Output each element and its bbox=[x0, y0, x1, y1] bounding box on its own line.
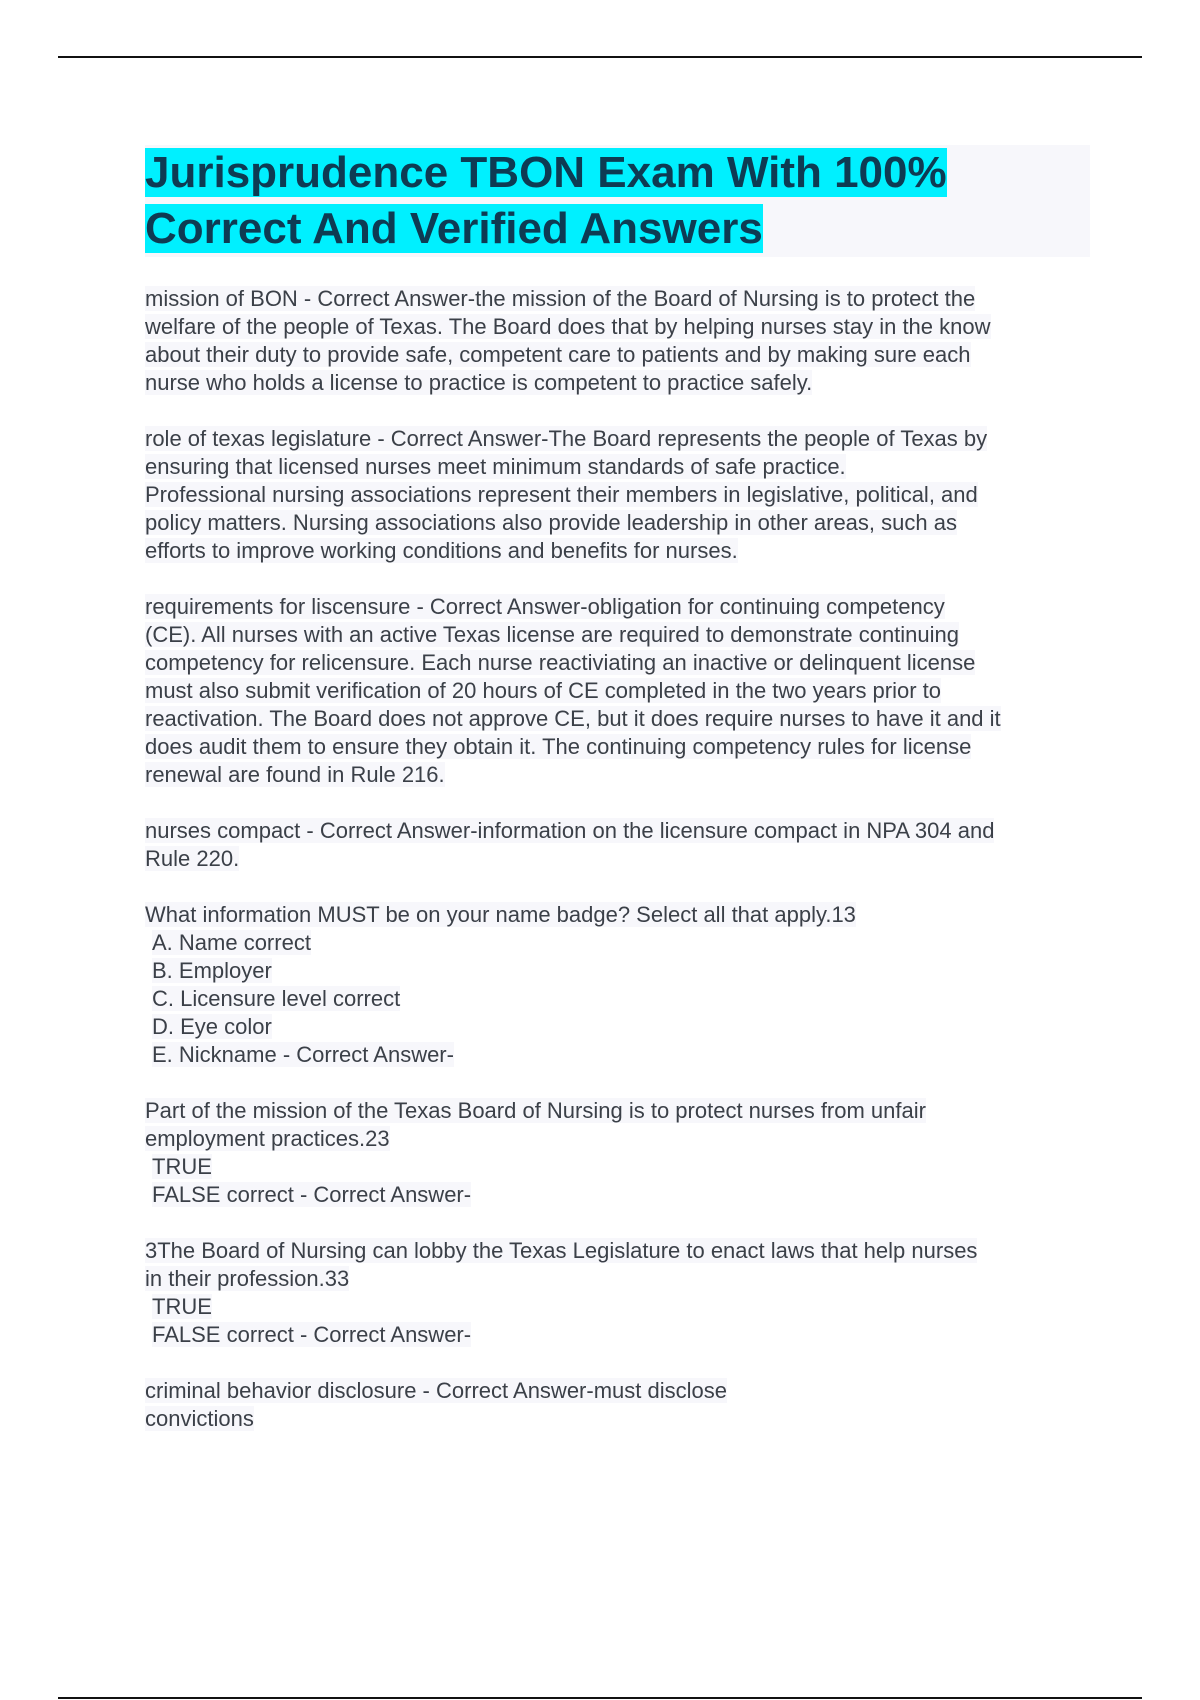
entry-text: mission of BON - Correct Answer-the mission of the Board of Nursing is to protect the bbox=[145, 286, 976, 311]
entry-text: about their duty to provide safe, competent care to patients and by making sure each bbox=[145, 342, 971, 367]
entry-text-line bbox=[145, 761, 1090, 789]
entry-text-line bbox=[145, 341, 1090, 369]
entry-text-line bbox=[145, 1265, 1090, 1293]
entry-text-line bbox=[145, 1377, 1090, 1405]
entry-text: in their profession.33 bbox=[145, 1266, 350, 1291]
entry-text-line bbox=[145, 369, 1090, 397]
entry-text: Rule 220. bbox=[145, 846, 240, 871]
entry-text: efforts to improve working conditions and benefits for nurses. bbox=[145, 538, 738, 563]
title-line-2: Correct And Verified Answers bbox=[145, 204, 763, 253]
entry-text: (CE). All nurses with an active Texas license are required to demonstrate continuing bbox=[145, 622, 960, 647]
document-title bbox=[145, 145, 1090, 257]
entry-text-line bbox=[145, 621, 1090, 649]
entry-text: ensuring that licensed nurses meet minimum standards of safe practice. bbox=[145, 454, 846, 479]
entry-text: requirements for liscensure - Correct Answer-obligation for continuing competency bbox=[145, 594, 945, 619]
entry-text: role of texas legislature - Correct Answer-The Board represents the people of Texas by bbox=[145, 426, 988, 451]
entry-text: 3The Board of Nursing can lobby the Texas Legislature to enact laws that help nurses bbox=[145, 1238, 978, 1263]
answer-option-text: TRUE bbox=[152, 1294, 212, 1319]
entry-text: criminal behavior disclosure - Correct Answer-must disclose bbox=[145, 1378, 727, 1403]
entry-text-line bbox=[145, 1405, 1090, 1433]
answer-option-text: A. Name correct bbox=[152, 930, 311, 955]
entry-text: employment practices.23 bbox=[145, 1126, 390, 1151]
answer-option bbox=[145, 1293, 1090, 1321]
qa-entry bbox=[145, 901, 1090, 1069]
qa-entry bbox=[145, 817, 1090, 873]
entry-text: Part of the mission of the Texas Board of Nursing is to protect nurses from unfair bbox=[145, 1098, 926, 1123]
entry-text: competency for relicensure. Each nurse reactiviating an inactive or delinquent license bbox=[145, 650, 976, 675]
answer-option-text: D. Eye color bbox=[152, 1014, 272, 1039]
answer-option-text: E. Nickname - Correct Answer- bbox=[152, 1042, 454, 1067]
qa-list bbox=[145, 285, 1090, 1433]
title-line-1: Jurisprudence TBON Exam With 100% bbox=[145, 148, 947, 197]
entry-text-line bbox=[145, 1125, 1090, 1153]
bottom-divider bbox=[58, 1697, 1142, 1699]
answer-option bbox=[145, 1153, 1090, 1181]
entry-text: nurse who holds a license to practice is competent to practice safely. bbox=[145, 370, 813, 395]
entry-text-line bbox=[145, 733, 1090, 761]
top-divider bbox=[58, 56, 1142, 58]
entry-text-line bbox=[145, 453, 1090, 481]
entry-text-line bbox=[145, 705, 1090, 733]
answer-option bbox=[145, 1321, 1090, 1349]
entry-text-line bbox=[145, 1097, 1090, 1125]
answer-option bbox=[145, 957, 1090, 985]
entry-text-line bbox=[145, 817, 1090, 845]
answer-option bbox=[145, 1013, 1090, 1041]
answer-option-text: FALSE correct - Correct Answer- bbox=[152, 1182, 472, 1207]
qa-entry bbox=[145, 425, 1090, 565]
qa-entry bbox=[145, 1237, 1090, 1349]
entry-text: welfare of the people of Texas. The Board does that by helping nurses stay in the know bbox=[145, 314, 991, 339]
entry-text-line bbox=[145, 537, 1090, 565]
entry-text-line bbox=[145, 285, 1090, 313]
entry-text: Professional nursing associations represent their members in legislative, political, and bbox=[145, 482, 978, 507]
entry-text-line bbox=[145, 313, 1090, 341]
qa-entry bbox=[145, 1377, 1090, 1433]
title-block bbox=[145, 145, 1090, 257]
entry-text-line bbox=[145, 649, 1090, 677]
qa-entry bbox=[145, 593, 1090, 789]
answer-option bbox=[145, 1181, 1090, 1209]
entry-text-line bbox=[145, 1237, 1090, 1265]
entry-text: convictions bbox=[145, 1406, 254, 1431]
entry-text: nurses compact - Correct Answer-information on the licensure compact in NPA 304 and bbox=[145, 818, 995, 843]
entry-text: policy matters. Nursing associations also provide leadership in other areas, such as bbox=[145, 510, 957, 535]
qa-entry bbox=[145, 1097, 1090, 1209]
qa-entry bbox=[145, 285, 1090, 397]
entry-text: What information MUST be on your name badge? Select all that apply.13 bbox=[145, 902, 856, 927]
entry-text: renewal are found in Rule 216. bbox=[145, 762, 445, 787]
entry-text-line bbox=[145, 677, 1090, 705]
entry-text: must also submit verification of 20 hours of CE completed in the two years prior to bbox=[145, 678, 942, 703]
answer-option-text: B. Employer bbox=[152, 958, 272, 983]
entry-text: does audit them to ensure they obtain it. The continuing competency rules for license bbox=[145, 734, 972, 759]
answer-option bbox=[145, 1041, 1090, 1069]
entry-text: reactivation. The Board does not approve CE, but it does require nurses to have it and it bbox=[145, 706, 1001, 731]
answer-option-text: C. Licensure level correct bbox=[152, 986, 401, 1011]
entry-text-line bbox=[145, 901, 1090, 929]
entry-text-line bbox=[145, 425, 1090, 453]
answer-option-text: FALSE correct - Correct Answer- bbox=[152, 1322, 472, 1347]
entry-text-line bbox=[145, 593, 1090, 621]
entry-text-line bbox=[145, 481, 1090, 509]
entry-text-line bbox=[145, 845, 1090, 873]
document-body bbox=[145, 145, 1090, 1461]
answer-option bbox=[145, 929, 1090, 957]
answer-option bbox=[145, 985, 1090, 1013]
answer-option-text: TRUE bbox=[152, 1154, 212, 1179]
entry-text-line bbox=[145, 509, 1090, 537]
